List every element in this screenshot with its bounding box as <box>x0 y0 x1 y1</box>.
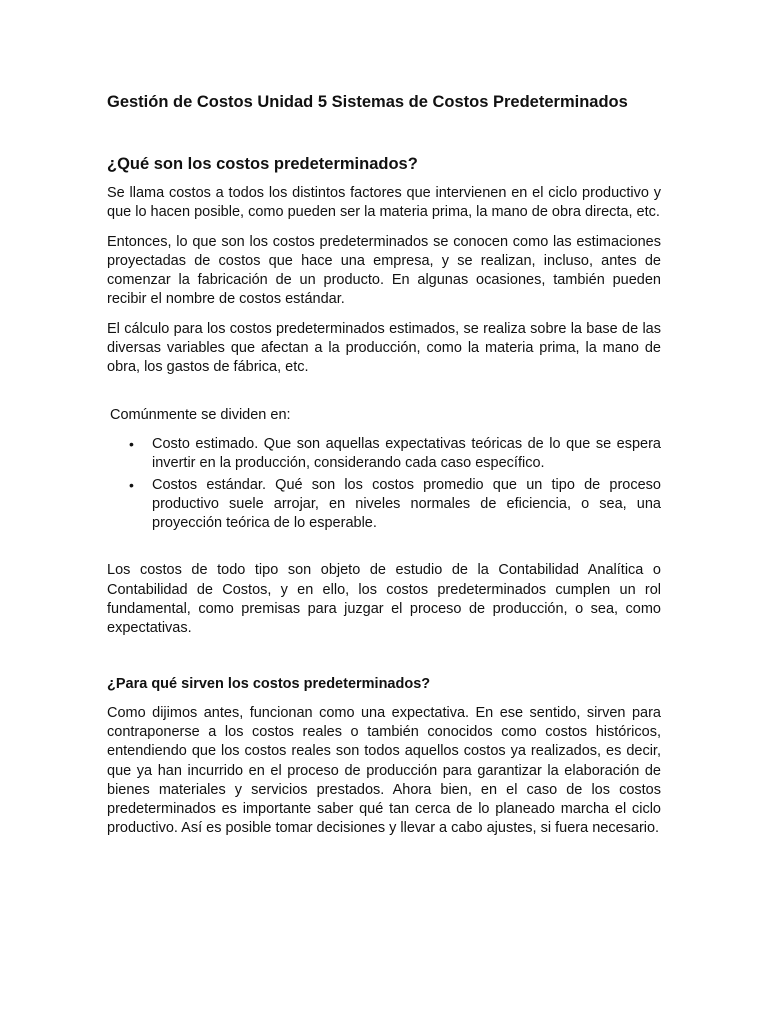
list-item-text: Costo estimado. Que son aquellas expectativas teóricas de lo que se espera invertir en la producción, considerando cada caso específico. <box>152 435 661 472</box>
paragraph-predetermined-costs: Entonces, lo que son los costos predeterminados se conocen como las estimaciones proyectadas de costos que hace una empresa, y se realizan, incluso, antes de comenzar la fabricación de un producto. En algunas ocasiones, también pueden recibir el nombre de costos estándar. <box>107 233 661 308</box>
section-heading-what-for: ¿Para qué sirven los costos predeterminados? <box>107 675 431 692</box>
paragraph-closing: Los costos de todo tipo son objeto de estudio de la Contabilidad Analítica o Contabilidad de Costos, y en ello, los costos predeterminados cumplen un rol fundamental, como premisas para juzgar el proceso de producción, o sea, como expectativas. <box>107 562 661 637</box>
list-intro: Comúnmente se dividen en: <box>110 406 291 423</box>
bullet-icon: • <box>129 476 134 493</box>
document-title: Gestión de Costos Unidad 5 Sistemas de Costos Predeterminados <box>107 93 628 111</box>
paragraph-purpose: Como dijimos antes, funcionan como una expectativa. En ese sentido, sirven para contraponerse a los costos reales o también conocidos como costos históricos, entendiendo que los costos reales son todos aquellos costos ya realizados, es decir, que ya han incurrido en el proceso de producción para garantizar la elaboración de bienes materiales y servicios prestados. Ahora bien, en el caso de los costos predeterminados es importante saber qué tan cerca de lo planeado marcha el ciclo productivo. Así es posible tomar decisiones y llevar a cabo ajustes, si fuera necesario. <box>107 704 661 837</box>
cost-types-list <box>107 435 661 533</box>
document-body <box>107 92 661 849</box>
list-item-text: Costos estándar. Qué son los costos promedio que un tipo de proceso productivo suele arrojar, en niveles normales de eficiencia, o sea, una proyección teórica de lo esperable. <box>152 476 661 532</box>
section-heading-what-are: ¿Qué son los costos predeterminados? <box>107 155 418 173</box>
list-item <box>107 435 661 474</box>
list-item <box>107 476 661 534</box>
paragraph-definition-costs: Se llama costos a todos los distintos factores que intervienen en el ciclo productivo y que lo hacen posible, como pueden ser la materia prima, la mano de obra directa, etc. <box>107 185 661 221</box>
bullet-icon: • <box>129 435 134 452</box>
paragraph-calculation: El cálculo para los costos predeterminados estimados, se realiza sobre la base de las diversas variables que afectan a la producción, como la materia prima, la mano de obra, los gastos de fábrica, etc. <box>107 320 661 376</box>
